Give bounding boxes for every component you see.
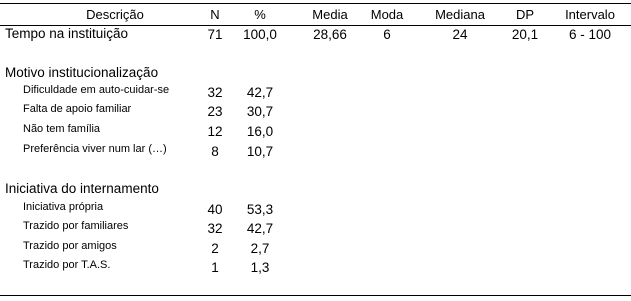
tempo-intervalo: 6 - 100: [568, 27, 612, 42]
header-dp: DP: [515, 7, 535, 22]
header-moda: Moda: [370, 7, 404, 22]
iniciativa-row-label: Trazido por T.A.S.: [23, 259, 111, 271]
iniciativa-row-n: 1: [211, 260, 219, 275]
iniciativa-row-pct: 42,7: [246, 221, 274, 236]
bottom-rule: [0, 295, 631, 296]
motivo-row-n: 12: [207, 124, 223, 139]
motivo-row-n: 8: [211, 144, 219, 159]
iniciativa-row-label: Trazido por familiares: [23, 220, 129, 232]
tempo-label: Tempo na instituição: [5, 26, 129, 41]
motivo-row-label: Não tem família: [23, 123, 101, 135]
top-rule: [0, 3, 631, 4]
tempo-media: 28,66: [313, 27, 347, 42]
header-intervalo: Intervalo: [565, 7, 615, 22]
motivo-row-n: 23: [207, 104, 223, 119]
motivo-row-pct: 10,7: [246, 144, 274, 159]
motivo-section-title: Motivo institucionalização: [5, 65, 159, 80]
iniciativa-row-n: 40: [207, 202, 223, 217]
motivo-row-pct: 30,7: [246, 104, 274, 119]
motivo-row-label: Dificuldade em auto-cuidar-se: [23, 84, 170, 96]
iniciativa-row-pct: 53,3: [246, 202, 274, 217]
tempo-mediana: 24: [452, 27, 468, 42]
tempo-moda: 6: [383, 27, 391, 42]
header-mediana: Mediana: [435, 7, 485, 22]
motivo-row-label: Preferência viver num lar (…): [23, 143, 167, 155]
tempo-n: 71: [207, 27, 223, 42]
header-descricao: Descrição: [86, 7, 144, 22]
iniciativa-row-pct: 1,3: [250, 260, 270, 275]
iniciativa-row-n: 2: [211, 241, 219, 256]
header-pct: %: [254, 7, 266, 22]
motivo-row-pct: 42,7: [246, 85, 274, 100]
iniciativa-row-pct: 2,7: [250, 241, 270, 256]
iniciativa-section-title: Iniciativa do internamento: [5, 181, 159, 196]
iniciativa-row-label: Trazido por amigos: [23, 240, 117, 252]
tempo-dp: 20,1: [511, 27, 539, 42]
iniciativa-row-n: 32: [207, 221, 223, 236]
motivo-row-label: Falta de apoio familiar: [23, 103, 132, 115]
tempo-pct: 100,0: [243, 27, 277, 42]
motivo-row-pct: 16,0: [246, 124, 274, 139]
header-media: Media: [312, 7, 348, 22]
iniciativa-row-label: Iniciativa própria: [23, 201, 104, 213]
header-n: N: [210, 7, 220, 22]
motivo-row-n: 32: [207, 85, 223, 100]
